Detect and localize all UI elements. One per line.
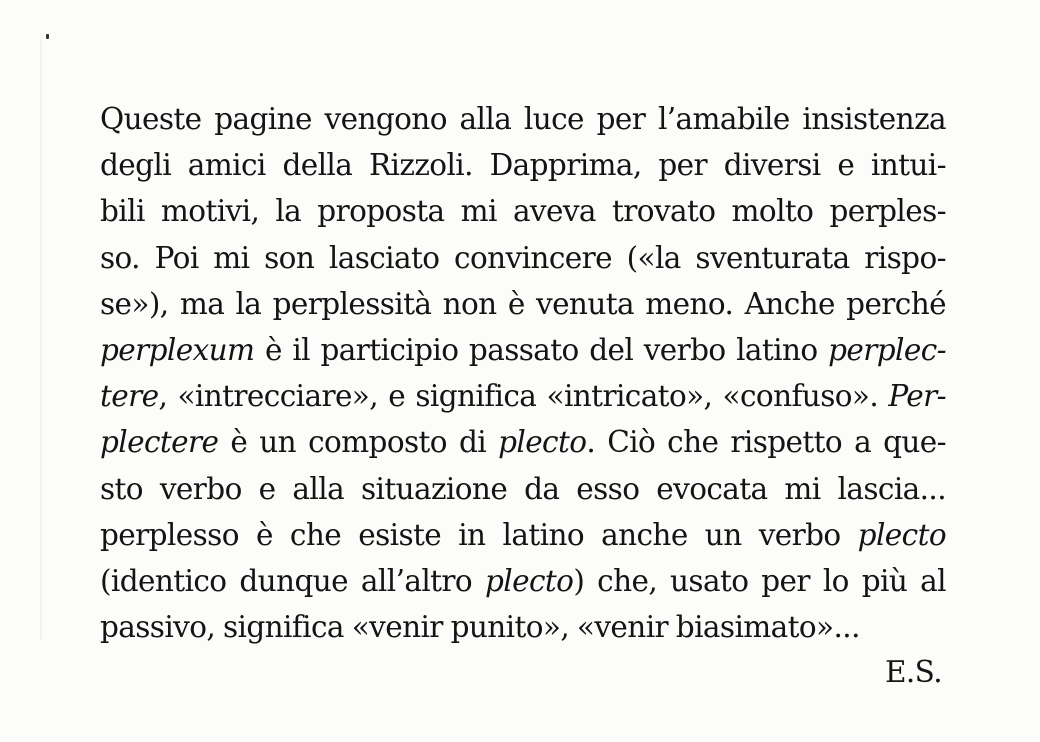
text-line (100, 235, 946, 281)
italic-term: perplexum (100, 332, 255, 367)
text-run: se»), ma la perplessità non è venuta meno. Anche perché (100, 286, 946, 321)
italic-term: perplec- (828, 332, 946, 367)
text-line (100, 327, 946, 373)
text-run: , «intrecciare», e significa «intricato», «confuso». (158, 379, 889, 414)
text-run: perplesso è che esiste in latino anche un verbo (100, 517, 858, 552)
scan-speck (46, 34, 49, 39)
body-paragraph (100, 96, 946, 650)
text-run: passivo, significa «venir punito», «venir biasimato»... (100, 610, 860, 645)
text-line (100, 419, 946, 465)
page-edge-shadow (40, 40, 43, 640)
text-run: (identico dunque all’altro (100, 563, 485, 598)
italic-term: plecto (498, 425, 587, 460)
text-line (100, 373, 946, 419)
italic-term: plecto (857, 517, 946, 552)
text-line (100, 281, 946, 327)
text-run: bili motivi, la proposta mi aveva trovato molto perples- (100, 194, 946, 229)
text-line (100, 604, 946, 650)
italic-term: plecto (485, 563, 574, 598)
text-run: ) che, usato per lo più al (573, 563, 946, 598)
text-run: è il participio passato del verbo latino (254, 332, 829, 367)
text-line (100, 558, 946, 604)
italic-term: plectere (100, 425, 219, 460)
text-line (100, 466, 946, 512)
text-line (100, 96, 946, 142)
italic-term: Per- (888, 379, 946, 414)
text-run: è un composto di (218, 425, 499, 460)
text-run: degli amici della Rizzoli. Dapprima, per diversi e intui- (100, 148, 946, 183)
text-run: so. Poi mi son lasciato convincere («la sventurata rispo- (100, 240, 946, 275)
text-run: sto verbo e alla situazione da esso evocata mi lascia... (100, 471, 946, 506)
text-run: Queste pagine vengono alla luce per l’amabile insistenza (100, 102, 946, 136)
author-signature: E.S. (884, 655, 942, 689)
text-line (100, 188, 946, 234)
text-run: . Ciò che rispetto a que- (586, 425, 946, 460)
text-line (100, 142, 946, 188)
italic-term: tere (100, 379, 159, 414)
text-line (100, 512, 946, 558)
